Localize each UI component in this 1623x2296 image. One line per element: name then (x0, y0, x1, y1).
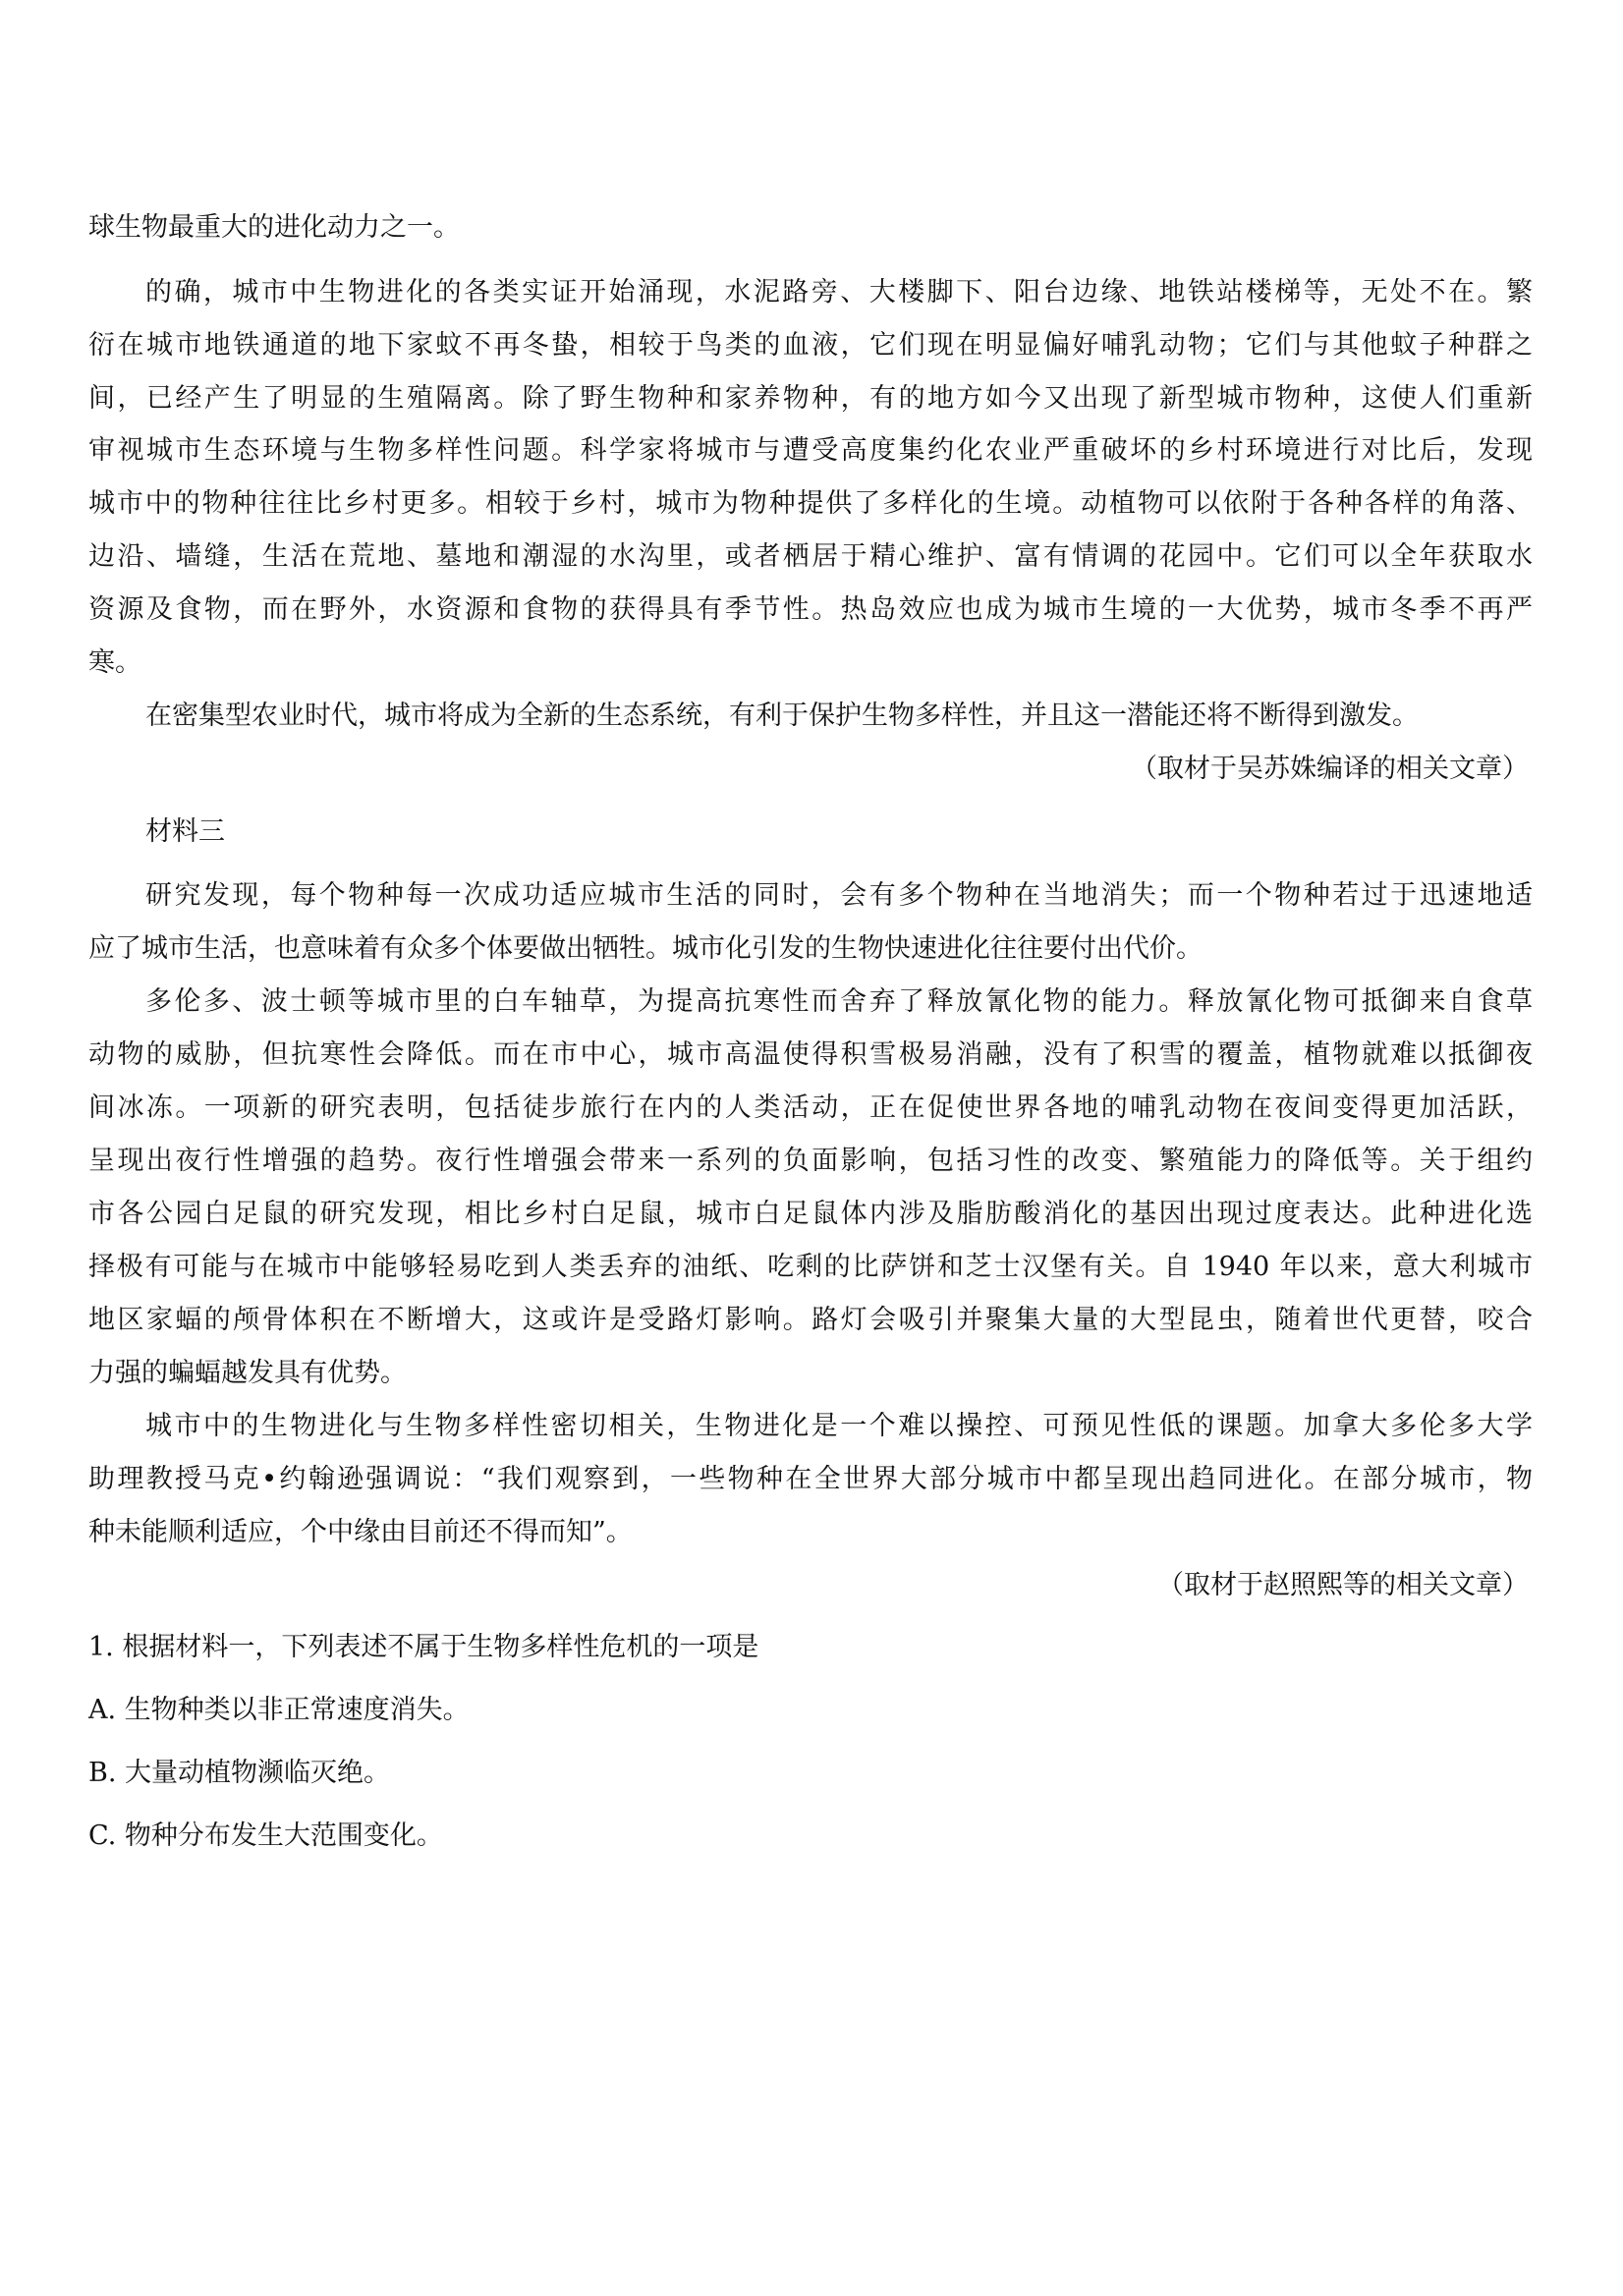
text-line: 助理教授马克•约翰逊强调说：“我们观察到，一些物种在全世界大部分城市中都呈现出趋同进化。在部分城市，物 (88, 1464, 1533, 1494)
text-line: 城市中的生物进化与生物多样性密切相关，生物进化是一个难以操控、可预见性低的课题。加拿大多伦多大学 (145, 1411, 1533, 1441)
text-line: 城市中的物种往往比乡村更多。相较于乡村，城市为物种提供了多样化的生境。动植物可以依附于各种各样的角落、 (88, 488, 1533, 519)
text-line: 边沿、墙缝，生活在荒地、墓地和潮湿的水沟里，或者栖居于精心维护、富有情调的花园中。它们可以全年获取水 (88, 541, 1533, 572)
text-line: 的确，城市中生物进化的各类实证开始涌现，水泥路旁、大楼脚下、阳台边缘、地铁站楼梯等，无处不在。繁 (145, 277, 1533, 308)
text-line: 多伦多、波士顿等城市里的白车轴草，为提高抗寒性而舍弃了释放氰化物的能力。释放氰化物可抵御来自食草 (145, 986, 1533, 1017)
paragraph-line (0, 1294, 1623, 1347)
text-line: 间冰冻。一项新的研究表明，包括徒步旅行在内的人类活动，正在促使世界各地的哺乳动物在夜间变得更加活跃， (88, 1092, 1533, 1123)
paragraph-line (0, 1029, 1623, 1082)
paragraph-line (0, 869, 1623, 923)
question-option-c (0, 1810, 1623, 1863)
paragraph-line (0, 424, 1623, 477)
paragraph-line (0, 1453, 1623, 1506)
paragraph-line (0, 584, 1623, 637)
paragraph-line (0, 976, 1623, 1029)
text-line: 研究发现，每个物种每一次成功适应城市生活的同时，会有多个物种在当地消失；而一个物种若过于迅速地适 (145, 880, 1533, 911)
question-option-b (0, 1747, 1623, 1800)
text-line: C. 物种分布发生大范围变化。 (88, 1820, 443, 1851)
text-line: 种未能顺利适应，个中缘由目前还不得而知”。 (88, 1517, 633, 1547)
text-line: （取材于赵照熙等的相关文章） (1157, 1570, 1529, 1600)
text-line: 1. 根据材料一，下列表述不属于生物多样性危机的一项是 (88, 1632, 759, 1662)
paragraph-line (0, 477, 1623, 531)
text-line: （取材于吴苏姝编译的相关文章） (1131, 754, 1529, 784)
text-line: 球生物最重大的进化动力之一。 (88, 212, 460, 243)
section-title (0, 806, 1623, 859)
paragraph-line (0, 1400, 1623, 1453)
paragraph-line (0, 1347, 1623, 1400)
paragraph-line (0, 690, 1623, 743)
paragraph-line (0, 637, 1623, 690)
paragraph-line (0, 201, 1623, 254)
text-line: 呈现出夜行性增强的趋势。夜行性增强会带来一系列的负面影响，包括习性的改变、繁殖能力的降低等。关于组约 (88, 1146, 1533, 1176)
text-line: 审视城市生态环境与生物多样性问题。科学家将城市与遭受高度集约化农业严重破坏的乡村环境进行对比后，发现 (88, 435, 1533, 466)
text-line: 材料三 (145, 816, 225, 847)
paragraph-line (0, 1241, 1623, 1294)
source-citation (0, 743, 1623, 796)
text-line: 市各公园白足鼠的研究发现，相比乡村白足鼠，城市白足鼠体内涉及脂肪酸消化的基因出现过度表达。此种进化选 (88, 1199, 1533, 1229)
paragraph-line (0, 319, 1623, 372)
paragraph-line (0, 1188, 1623, 1241)
text-line: 寒。 (88, 647, 141, 678)
text-line: A. 生物种类以非正常速度消失。 (88, 1695, 470, 1725)
text-line: B. 大量动植物濒临灭绝。 (88, 1758, 391, 1788)
paragraph-line (0, 372, 1623, 425)
text-line: 间，已经产生了明显的生殖隔离。除了野生物种和家养物种，有的地方如今又出现了新型城市物种，这使人们重新 (88, 383, 1533, 414)
text-line: 动物的威胁，但抗寒性会降低。而在市中心，城市高温使得积雪极易消融，没有了积雪的覆盖，植物就难以抵御夜 (88, 1039, 1533, 1070)
paragraph-line (0, 531, 1623, 584)
paragraph-line (0, 923, 1623, 976)
text-line: 力强的蝙蝠越发具有优势。 (88, 1358, 407, 1388)
text-line: 衍在城市地铁通道的地下家蚊不再冬蛰，相较于鸟类的血液，它们现在明显偏好哺乳动物；它们与其他蚊子种群之 (88, 330, 1533, 361)
text-line: 应了城市生活，也意味着有众多个体要做出牺牲。城市化引发的生物快速进化往往要付出代价。 (88, 933, 1203, 964)
text-line: 地区家蝠的颅骨体积在不断增大，这或许是受路灯影响。路灯会吸引并聚集大量的大型昆虫，随着世代更替，咬合 (88, 1305, 1533, 1335)
paragraph-line (0, 1082, 1623, 1135)
paragraph-line (0, 266, 1623, 319)
question-option-a (0, 1684, 1623, 1737)
text-line: 资源及食物，而在野外，水资源和食物的获得具有季节性。热岛效应也成为城市生境的一大优势，城市冬季不再严 (88, 594, 1533, 625)
question-stem (0, 1621, 1623, 1674)
paragraph-line (0, 1135, 1623, 1188)
text-line: 择极有可能与在城市中能够轻易吃到人类丢弃的油纸、吃剩的比萨饼和芝士汉堡有关。自 1940 年以来，意大利城市 (88, 1252, 1533, 1282)
text-line: 在密集型农业时代，城市将成为全新的生态系统，有利于保护生物多样性，并且这一潜能还将不断得到激发。 (145, 700, 1419, 731)
source-citation (0, 1559, 1623, 1612)
paragraph-line (0, 1506, 1623, 1559)
